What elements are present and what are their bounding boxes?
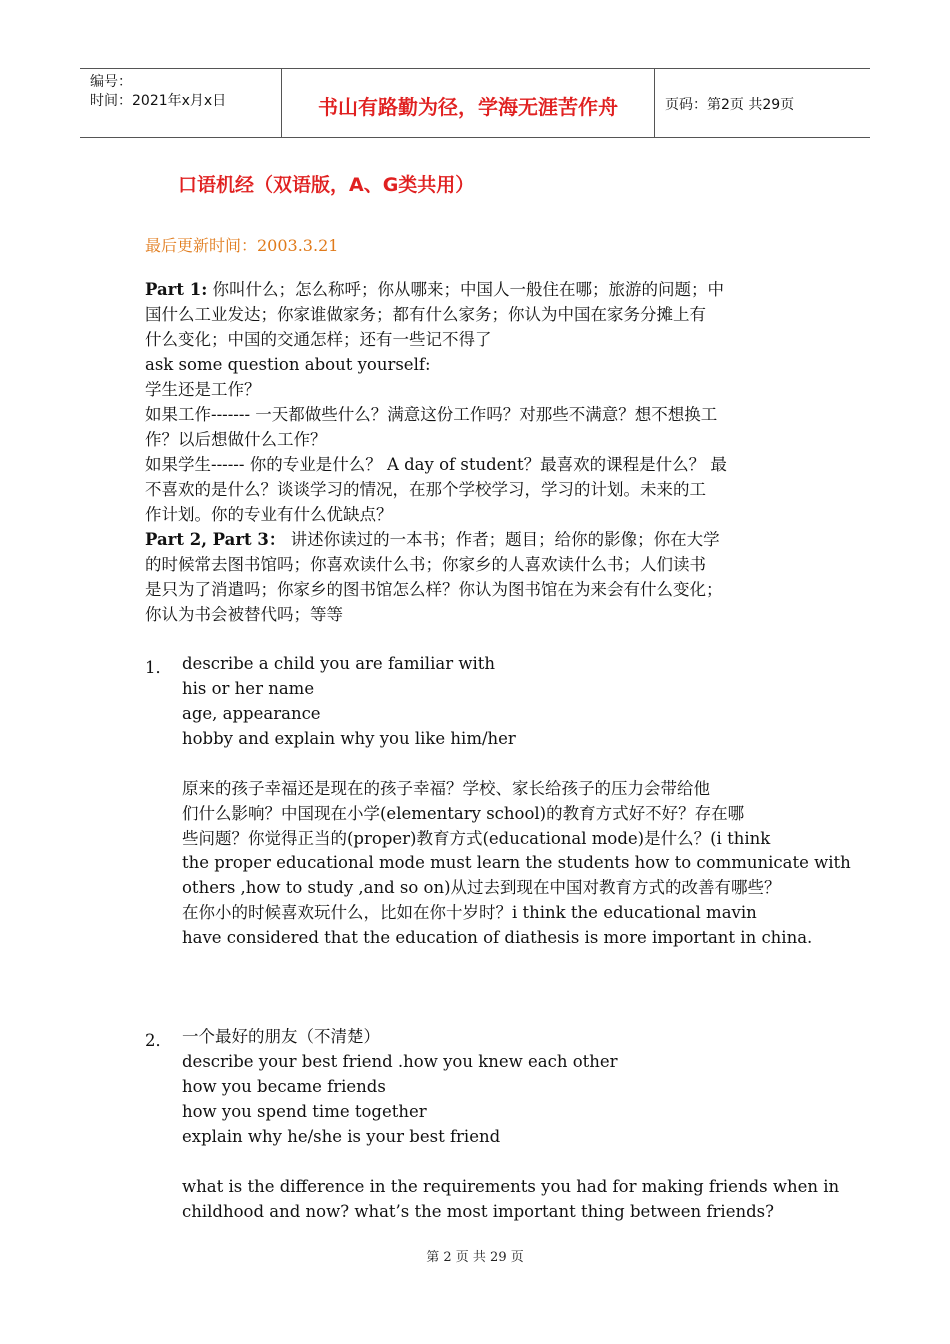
part23-line: 的时候常去图书馆吗；你喜欢读什么书；你家乡的人喜欢读什么书；人们读书 [145,555,706,574]
item1-line: hobby and explain why you like him/her [182,729,516,748]
part1-line: 作计划。你的专业有什么优缺点？ [145,505,393,524]
item1-line: 些问题？你觉得正当的(proper)教育方式(educational mode)是什么？(i think [182,829,771,848]
part1-line [145,279,724,301]
item1-line: 原来的孩子幸福还是现在的孩子幸福？学校、家长给孩子的压力会带给他 [182,779,710,798]
item2-number: 2． [145,1031,172,1050]
part1-label: Part 1: [145,280,208,299]
item2-line: 一个最好的朋友（不清楚） [182,1027,380,1046]
item1-line: the proper educational mode must learn the students how to communicate with [182,853,851,872]
part1-line: 不喜欢的是什么？谈谈学习的情况，在那个学校学习，学习的计划。未来的工 [145,480,706,499]
header-number-label: 编号： [90,74,132,90]
part1-line: 作？以后想做什么工作？ [145,430,327,449]
part1-line: 国什么工业发达；你家谁做家务；都有什么家务；你认为中国在家务分摊上有 [145,305,706,324]
part1-line: ask some question about yourself: [145,355,431,374]
item1-line: have considered that the education of diathesis is more important in china. [182,928,813,947]
header-time-label: 时间：2021年x月x日 [90,93,227,109]
part23-line: 是只为了消遣吗；你家乡的图书馆怎么样？你认为图书馆在为来会有什么变化； [145,580,723,599]
header-meta-cell [80,69,282,137]
item1-line: his or her name [182,679,315,698]
item1-line: age, appearance [182,704,321,723]
item2-line: how you spend time together [182,1102,427,1121]
item2-line: how you became friends [182,1077,386,1096]
item1-number: 1． [145,658,172,677]
part23-text: 讲述你读过的一本书；作者；题目；给你的影像；你在大学 [285,530,720,549]
item1-line: 在你小的时候喜欢玩什么，比如在你十岁时？i think the educational mavin [182,903,757,922]
document-title: 口语机经（双语版，A、G类共用） [178,174,475,196]
part1-line: 什么变化；中国的交通怎样；还有一些记不得了 [145,330,492,349]
part23-label: Part 2, Part 3： [145,530,286,549]
page-footer: 第 2 页 共 29 页 [426,1250,524,1265]
part23-line [145,529,720,551]
part1-line: 学生还是工作？ [145,380,261,399]
item1-line: describe a child you are familiar with [182,654,495,673]
item2-line: what is the difference in the requirements you had for making friends when in [182,1177,840,1196]
part1-line: 如果学生------ 你的专业是什么？ A day of student？最喜欢的课程是什么？ 最 [145,455,727,474]
part1-text: 你叫什么；怎么称呼；你从哪来；中国人一般住在哪；旅游的问题；中 [207,280,725,299]
item2-line: describe your best friend .how you knew each other [182,1052,618,1071]
part23-line: 你认为书会被替代吗；等等 [145,605,343,624]
item1-line: 们什么影响？中国现在小学(elementary school)的教育方式好不好？存在哪 [182,804,745,823]
part1-line: 如果工作------- 一天都做些什么？满意这份工作吗？对那些不满意？想不想换工 [145,405,718,424]
page-header [80,68,870,138]
item2-line: explain why he/she is your best friend [182,1127,501,1146]
header-motto: 书山有路勤为径，学海无涯苦作舟 [282,69,655,137]
item1-line: others ,how to study ,and so on)从过去到现在中国对教育方式的改善有哪些？ [182,878,781,897]
header-page-info: 页码：第2页 共29页 [665,97,795,113]
last-updated: 最后更新时间：2003.3.21 [145,236,339,255]
item2-line: childhood and now? what’s the most important thing between friends? [182,1202,774,1221]
